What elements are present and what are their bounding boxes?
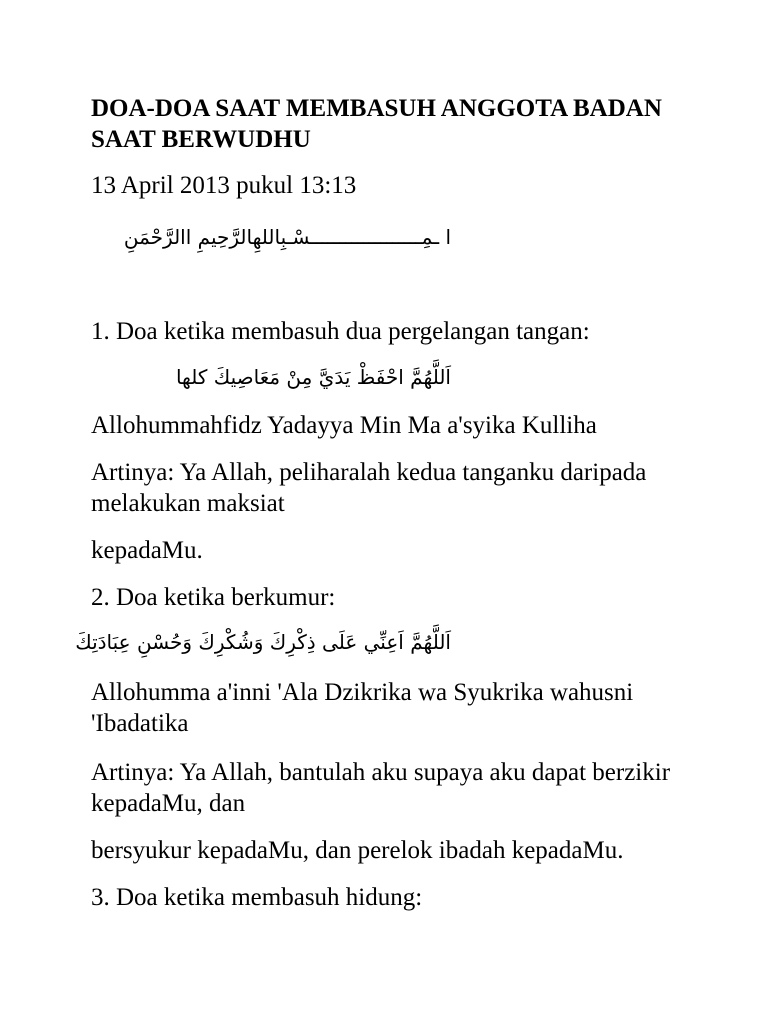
section-2-heading: 2. Doa ketika berkumur: xyxy=(91,584,336,611)
section-3-heading: 3. Doa ketika membasuh hidung: xyxy=(91,884,423,911)
section-1-meaning-continued: kepadaMu. xyxy=(91,537,203,564)
section-1-meaning: Artinya: Ya Allah, peliharalah kedua tanganku daripada melakukan maksiat xyxy=(91,459,647,517)
section-2-latin: Allohumma a'inni 'Ala Dzikrika wa Syukrika wahusni 'Ibadatika xyxy=(91,679,634,737)
section-1-latin: Allohummahfidz Yadayya Min Ma a'syika Kulliha xyxy=(91,412,597,439)
section-2-meaning-continued: bersyukur kepadaMu, dan perelok ibadah kepadaMu. xyxy=(91,837,624,864)
section-1-heading: 1. Doa ketika membasuh dua pergelangan tangan: xyxy=(91,318,590,345)
section-1-arabic: اَللَّهُمَّ احْفَظْ يَدَيَّ مِنْ مَعَاصِيكَ كلها xyxy=(175,365,451,389)
section-2-arabic: اَللَّهُمَّ اَعِنِّي عَلَى ذِكْرِكَ وَشُكْرِكَ وَحُسْنِ عِبَادَتِكَ xyxy=(75,630,451,654)
post-date: 13 April 2013 pukul 13:13 xyxy=(91,172,357,199)
basmalah-arabic: ا ـمِـــــــــــــــــــسْـبِاللهِالرَّحِيمِ االرَّحْمَنِ xyxy=(123,225,451,249)
section-2-meaning: Artinya: Ya Allah, bantulah aku supaya aku dapat berzikir kepadaMu, dan xyxy=(91,759,671,817)
document-title: DOA-DOA SAAT MEMBASUH ANGGOTA BADAN SAAT BERWUDHU xyxy=(91,95,662,153)
